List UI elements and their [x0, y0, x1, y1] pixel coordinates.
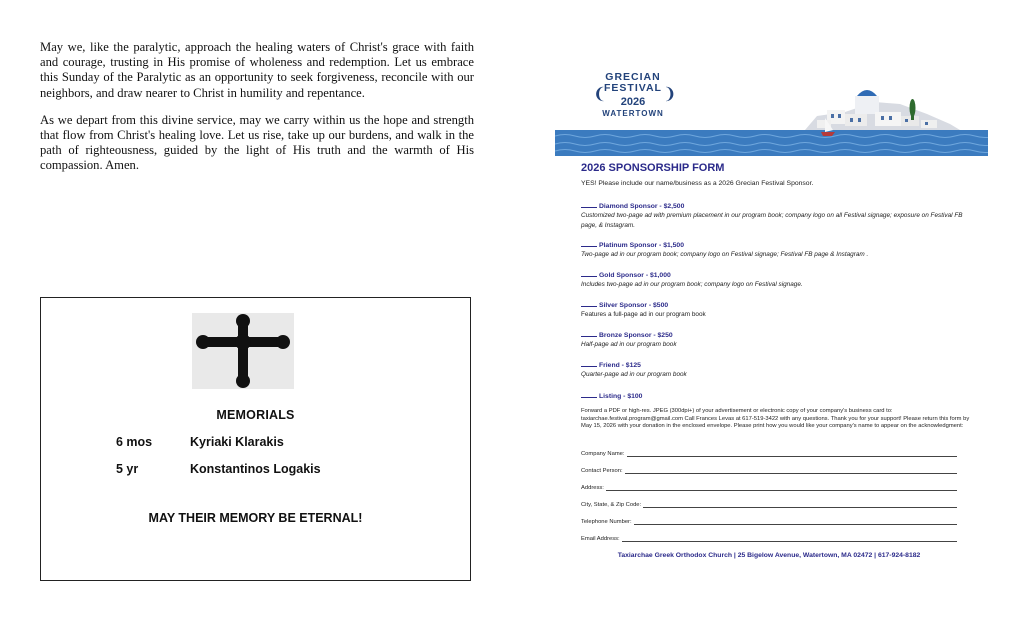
sponsor-tier-listing — [581, 390, 971, 401]
logo-year: 2026 — [620, 96, 646, 108]
tier-name: Gold Sponsor - $1,000 — [599, 272, 671, 279]
sermon-text — [40, 40, 474, 186]
tier-name: Silver Sponsor - $500 — [599, 302, 669, 309]
field-label: Address: — [581, 485, 604, 491]
tier-description: Quarter-page ad in our program book — [581, 371, 687, 378]
laurel-left-icon: ❨ — [593, 86, 607, 103]
tier-name: Platinum Sponsor - $1,500 — [599, 242, 684, 249]
tier-name: Friend - $125 — [599, 362, 641, 369]
contact-person-field[interactable] — [581, 467, 957, 474]
field-line[interactable] — [606, 484, 957, 491]
email-field[interactable] — [581, 535, 957, 542]
tier-description: Half-page ad in our program book — [581, 341, 677, 348]
memorials-box — [40, 297, 471, 581]
festival-logo — [591, 72, 675, 118]
memorial-period: 5 yr — [116, 462, 139, 476]
tier-description: Includes two-page ad in our program book; company logo on Festival signage. — [581, 281, 803, 288]
company-name-field[interactable] — [581, 450, 957, 457]
laurel-right-icon: ❩ — [663, 86, 677, 103]
field-line[interactable] — [625, 467, 957, 474]
sermon-paragraph-2: As we depart from this divine service, may we carry within us the hope and strength that flow from Christ's healing love. Let us rise, take up our burdens, and walk in the path of righteousness, guided by the light of His truth and the warmth of His compassion. Amen. — [40, 112, 474, 173]
church-footer: Taxiarchae Greek Orthodox Church | 25 Bigelow Avenue, Watertown, MA 02472 | 617-924-8182 — [617, 552, 921, 559]
sponsor-tier-platinum — [581, 239, 971, 260]
form-instructions: Forward a PDF or high-res. JPEG (300dpi+) of your advertisement or electronic copy of your company's business card to: taxiarchae.festival.program@gmail.com Call Frances Levas at 617-519-3422 with any questions. Thank you for your support! Please return this form by May 15, 2026 with your donation in the enclosed envelope. Please print how you would like your company's name to appear on the acknowledgment: — [581, 408, 970, 430]
memorial-name: Kyriaki Klarakis — [190, 435, 284, 449]
checkbox-line[interactable] — [581, 200, 597, 208]
sponsor-tier-gold — [581, 269, 971, 290]
field-line[interactable] — [643, 501, 957, 508]
tier-name: Listing - $100 — [599, 393, 643, 400]
tier-name: Bronze Sponsor - $250 — [599, 332, 673, 339]
field-label: Company Name: — [581, 451, 625, 457]
logo-place: WATERTOWN — [602, 109, 664, 118]
checkbox-line[interactable] — [581, 329, 597, 337]
field-line[interactable] — [622, 535, 957, 542]
form-intro: YES! Please include our name/business as a 2026 Grecian Festival Sponsor. — [581, 180, 814, 187]
field-label: Telephone Number: — [581, 519, 632, 525]
memorial-entry — [116, 462, 321, 476]
checkbox-line[interactable] — [581, 269, 597, 277]
sponsor-tier-friend — [581, 359, 971, 380]
telephone-field[interactable] — [581, 518, 957, 525]
sponsor-tier-bronze — [581, 329, 971, 350]
checkbox-line[interactable] — [581, 299, 597, 307]
field-label: City, State, & Zip Code: — [581, 502, 642, 508]
memorial-period: 6 mos — [116, 435, 153, 449]
tier-description: Two-page ad in our program book; company logo on Festival signage; Festival FB page & Instagram . — [581, 251, 869, 258]
sponsor-tier-diamond — [581, 200, 971, 231]
memorial-name: Konstantinos Logakis — [190, 462, 321, 476]
logo-line-2: FESTIVAL — [604, 82, 662, 94]
field-label: Email Address: — [581, 536, 620, 542]
tier-name: Diamond Sponsor - $2,500 — [599, 203, 685, 210]
checkbox-line[interactable] — [581, 239, 597, 247]
logo-line-1: GRECIAN — [605, 71, 661, 83]
memorials-closing: MAY THEIR MEMORY BE ETERNAL! — [148, 511, 363, 525]
orthodox-cross-icon — [192, 313, 294, 389]
form-title: 2026 SPONSORSHIP FORM — [581, 162, 725, 174]
address-field[interactable] — [581, 484, 957, 491]
festival-banner — [555, 66, 988, 156]
memorial-entry — [116, 435, 284, 449]
tier-description: Features a full-page ad in our program book — [581, 311, 706, 318]
field-label: Contact Person: — [581, 468, 623, 474]
city-state-zip-field[interactable] — [581, 501, 957, 508]
memorials-title: MEMORIALS — [216, 408, 295, 422]
field-line[interactable] — [627, 450, 958, 457]
checkbox-line[interactable] — [581, 390, 597, 398]
sermon-paragraph-1: May we, like the paralytic, approach the healing waters of Christ's grace with faith and courage, trusting in His promise of wholeness and redemption. Let us embrace this Sunday of the Paralytic as an opportunity to seek forgiveness, reconcile with our neighbors, and draw nearer to Christ in humility and repentance. — [40, 40, 474, 100]
sponsor-tier-silver — [581, 299, 971, 320]
field-line[interactable] — [634, 518, 957, 525]
tier-description: Customized two-page ad with premium placement in our program book; company logo on all Festival signage; exposure on Festival FB page, & Instagram. — [581, 212, 963, 229]
checkbox-line[interactable] — [581, 359, 597, 367]
